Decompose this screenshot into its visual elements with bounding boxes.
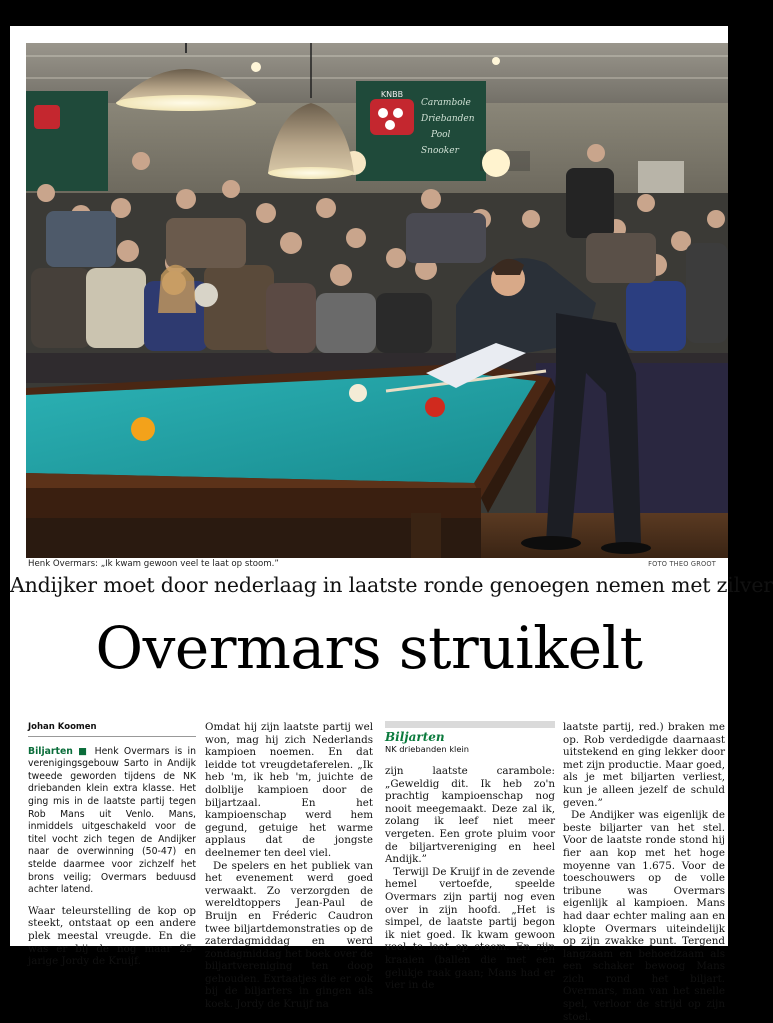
section-kicker — [385, 721, 555, 755]
lead-text: Henk Overmars is in verenigingsgebouw Sarto in Andijk tweede geworden tijdens de NK driebanden klein extra klasse. Het ging mis in de laatste partij tegen Rob Mans uit Venlo. Mans, inmiddels uitgeschakeld voor de titel vocht zich tegen de Andijker naar de overwinning (50-47) en stelde daarmee voor zichzelf het brons veilig; Overmars beduusd achter latend. — [28, 745, 196, 896]
column-4-paragraph-1: laatste partij, red.) braken me op. Rob verdedigde daarnaast uitstekend en ging lekker door met zijn productie. Maar goed, als je met biljarten verliest, kun je alleen jezelf de schuld geven.” — [563, 721, 725, 809]
svg-text:KNBB: KNBB — [380, 90, 404, 99]
article-column-4 — [563, 721, 725, 1023]
svg-text:Pool: Pool — [431, 130, 451, 140]
article-column-1 — [28, 721, 196, 968]
square-bullet-icon: ■ — [78, 745, 90, 757]
svg-text:Carambole: Carambole — [421, 98, 471, 108]
white-ball — [349, 384, 367, 402]
lead-paragraph — [28, 746, 196, 897]
column-2-paragraph-2: De spelers en het publiek van het evenement werd goed verwaakt. Zo verzorgden de wereldtoppers Jean-Paul de Bruijn en Fréderic Caudron twee biljartdemonstraties op de zaterdagmiddag en werd zondagmiddag het boek over de biljartvereniging ten doop gehouden. Exrtaatjes die er ook bij de biljarters in gingen als koek. Jordy de Kruijf na — [205, 859, 373, 1011]
newspaper-page — [10, 26, 773, 1023]
column-2-paragraph-1: Omdat hij zijn laatste partij wel won, mag hij zich Nederlands kampioen noemen. En dat leidde tot vreugdetaferelen. „Ik heb 'm, ik heb 'm, juichte de dolblije kampioen door de biljartzaal. En het kampioenschap werd hem gegund, getuige het warme applaus dat de jongste deelnemer ten deel viel. — [205, 721, 373, 859]
column-4-paragraph-2: De Andijker was eigenlijk de beste biljarter van het stel. Voor de laatste ronde stond hij fier aan kop met het hoge moyenne van 1.675. Voor de toeschouwers op de volle tribune was Overmars eigenlijk al kampioen. Mans had daar echter maling aan en klopte Overmars uiteindelijk op zijn zwakke punt. Tergend langzaam en behoedzaam als een schaker bewoog Mans zich rond het biljart. Overmars, man van het snelle spel, verloor de strijd op zijn stoel. — [563, 809, 725, 1023]
orange-ball — [131, 417, 155, 441]
billiards-scene-illustration — [26, 43, 728, 558]
billiard-table — [26, 363, 556, 558]
column-3-paragraph-2: Terwijl De Kruijf in de zevende hemel vertoefde, speelde Overmars zijn partij nog even over in zijn hoofd. „Het is simpel, de laatste partij begon ik niet goed. Ik kwam gewoon veel te laat op stoom. En zijn kraaien (ballen die met een gelukje raak gaan; Mans had er vier in de — [385, 865, 555, 992]
svg-text:Driebanden: Driebanden — [421, 114, 475, 124]
photo-caption: Henk Overmars: „Ik kwam gewoon veel te laat op stoom.” — [28, 559, 279, 569]
headline: Overmars struikelt — [95, 614, 643, 682]
lead-label: Biljarten — [28, 745, 73, 757]
author-byline: Johan Koomen — [28, 721, 196, 737]
red-ball — [425, 397, 445, 417]
photo-credit: FOTO THEO GROOT — [648, 560, 716, 568]
article-photo — [26, 43, 728, 558]
column-3-paragraph-1: zijn laatste carambole: „Geweldig dit. Ik heb zo'n prachtig kampioenschap nog nooit meegemaakt. Deze zal ik, zolang ik leef niet meer vergeten. Een grote pluim voor de biljartvereniging en heel Andijk.” — [385, 765, 555, 866]
article-column-2 — [205, 721, 373, 1011]
article-column-3 — [385, 721, 555, 992]
column-1-paragraph-2: Waar teleurstelling de kop op steekt, ontstaat op een andere plek meestal vreugde. En die was er bij de nog maar 25-jarige Jordy de Kruijf. — [28, 904, 196, 968]
kicker-label: Biljarten — [385, 730, 445, 744]
svg-text:Snooker: Snooker — [421, 146, 459, 156]
kicker-subtitle: NK driebanden klein — [385, 744, 470, 754]
subheadline: Andijker moet door nederlaag in laatste ronde genoegen nemen met zilver — [10, 573, 773, 597]
